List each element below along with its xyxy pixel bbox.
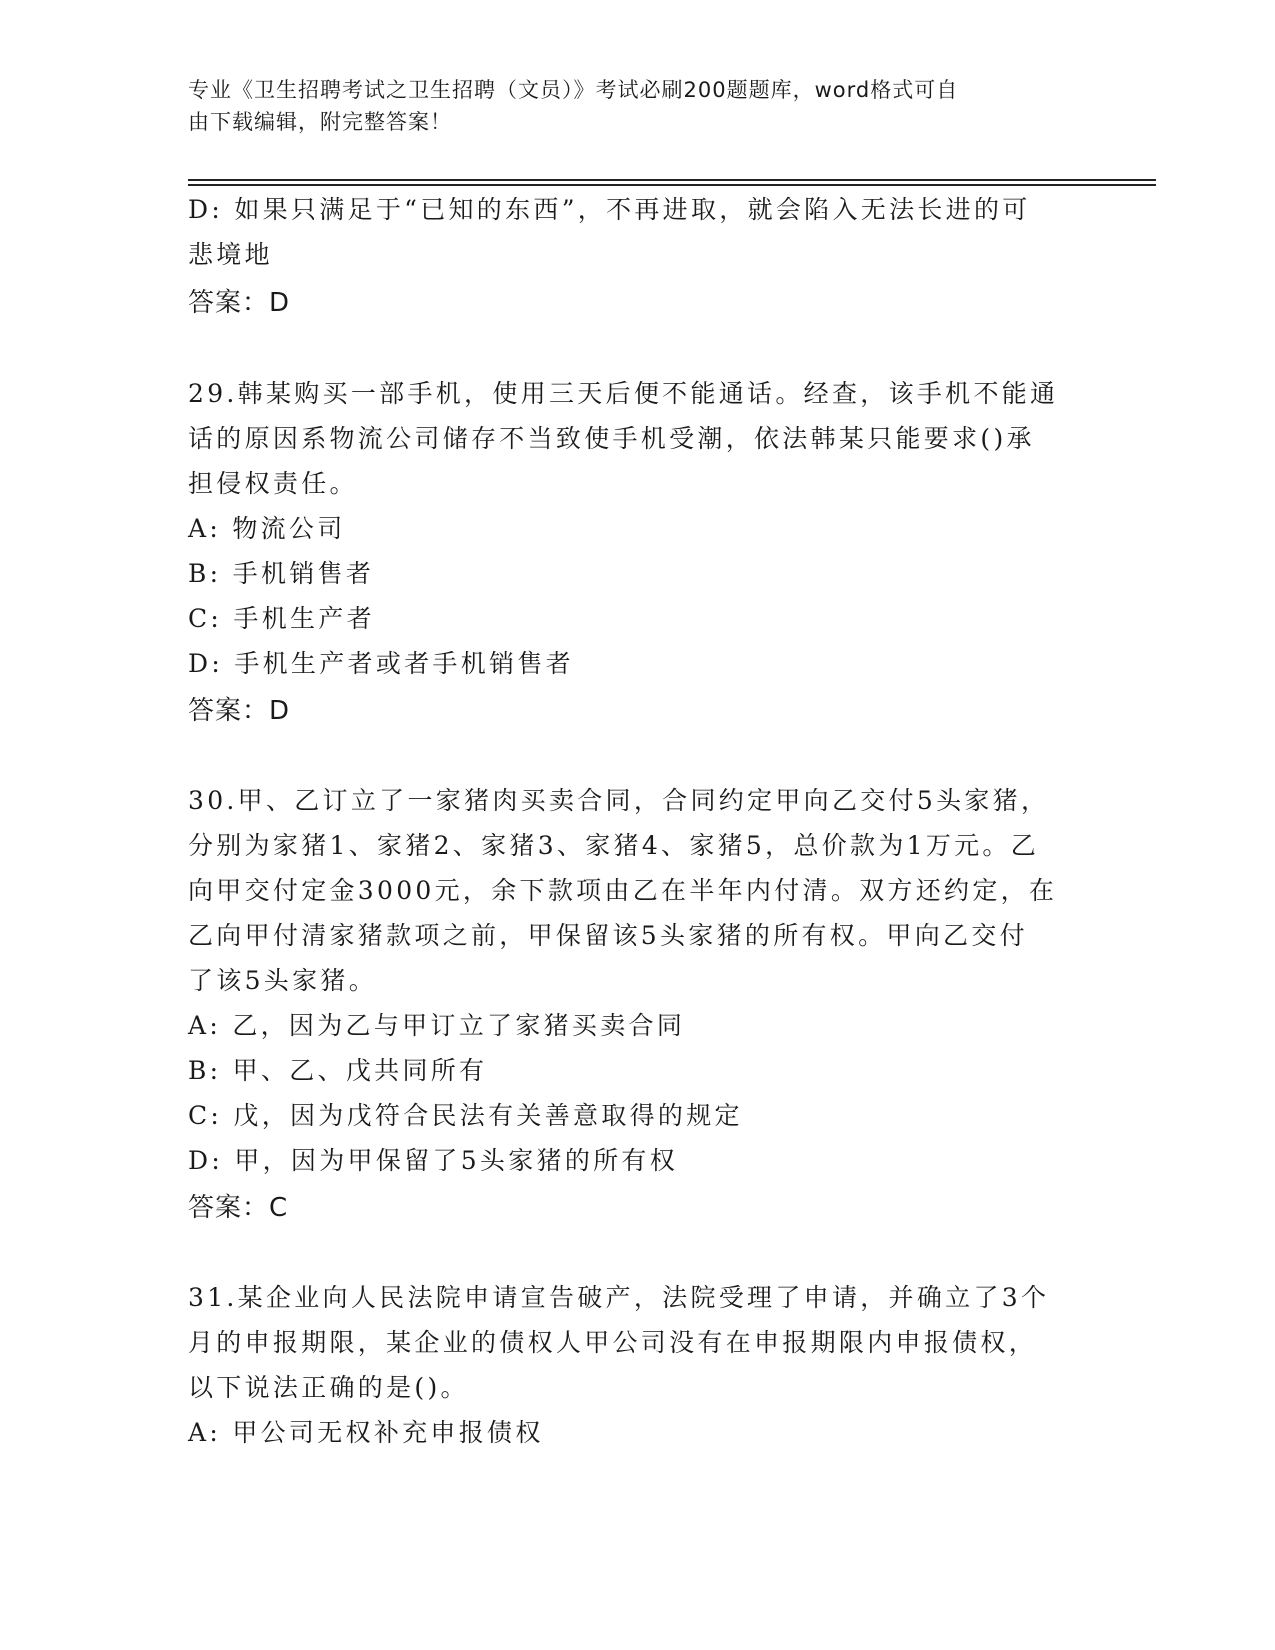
q31-stem-line-3: 以下说法正确的是()。 (188, 1373, 469, 1402)
q31-stem-line-2: 月的申报期限，某企业的债权人甲公司没有在申报期限内申报债权， (188, 1328, 1038, 1357)
header-line-1: 专业《卫生招聘考试之卫生招聘（文员）》考试必刷200题题库，word格式可自 (188, 78, 959, 102)
q28-option-d-line-2: 悲境地 (188, 240, 273, 269)
q28-answer: 答案：D (188, 288, 291, 318)
q28-option-d-line-1: D: 如果只满足于“已知的东西”，不再进取，就会陷入无法长进的可 (188, 195, 1031, 224)
q31-option-a: A: 甲公司无权补充申报债权 (188, 1418, 544, 1447)
q29-option-b: B: 手机销售者 (188, 559, 375, 588)
header-divider-top (188, 179, 1156, 181)
header-divider-bottom (188, 184, 1156, 186)
q30-stem-line-1: 30.甲、乙订立了一家猪肉买卖合同，合同约定甲向乙交付5头家猪， (188, 786, 1050, 815)
q29-stem-line-3: 担侵权责任。 (188, 469, 358, 498)
header-line-2: 由下载编辑，附完整答案！ (188, 110, 452, 134)
q29-option-d: D: 手机生产者或者手机销售者 (188, 649, 574, 678)
q30-option-c: C: 戊，因为戊符合民法有关善意取得的规定 (188, 1101, 743, 1130)
q30-stem-line-3: 向甲交付定金3000元，余下款项由乙在半年内付清。双方还约定，在 (188, 876, 1058, 905)
q29-option-c: C: 手机生产者 (188, 604, 375, 633)
q29-option-a: A: 物流公司 (188, 514, 346, 543)
q30-stem-line-5: 了该5头家猪。 (188, 966, 378, 995)
q30-stem-line-4: 乙向甲付清家猪款项之前，甲保留该5头家猪的所有权。甲向乙交付 (188, 921, 1028, 950)
q30-option-b: B: 甲、乙、戊共同所有 (188, 1056, 488, 1085)
document-header (188, 74, 1068, 138)
q31-stem-line-1: 31.某企业向人民法院申请宣告破产，法院受理了申请，并确立了3个 (188, 1283, 1050, 1312)
q30-stem-line-2: 分别为家猪1、家猪2、家猪3、家猪4、家猪5，总价款为1万元。乙 (188, 831, 1040, 860)
q30-option-a: A: 乙，因为乙与甲订立了家猪买卖合同 (188, 1011, 686, 1040)
q29-stem-line-2: 话的原因系物流公司储存不当致使手机受潮，依法韩某只能要求()承 (188, 424, 1035, 453)
q30-option-d: D: 甲，因为甲保留了5头家猪的所有权 (188, 1146, 679, 1175)
q30-answer: 答案：C (188, 1193, 289, 1223)
q29-stem-line-1: 29.韩某购买一部手机，使用三天后便不能通话。经查，该手机不能通 (188, 379, 1059, 408)
q29-answer: 答案：D (188, 696, 291, 726)
